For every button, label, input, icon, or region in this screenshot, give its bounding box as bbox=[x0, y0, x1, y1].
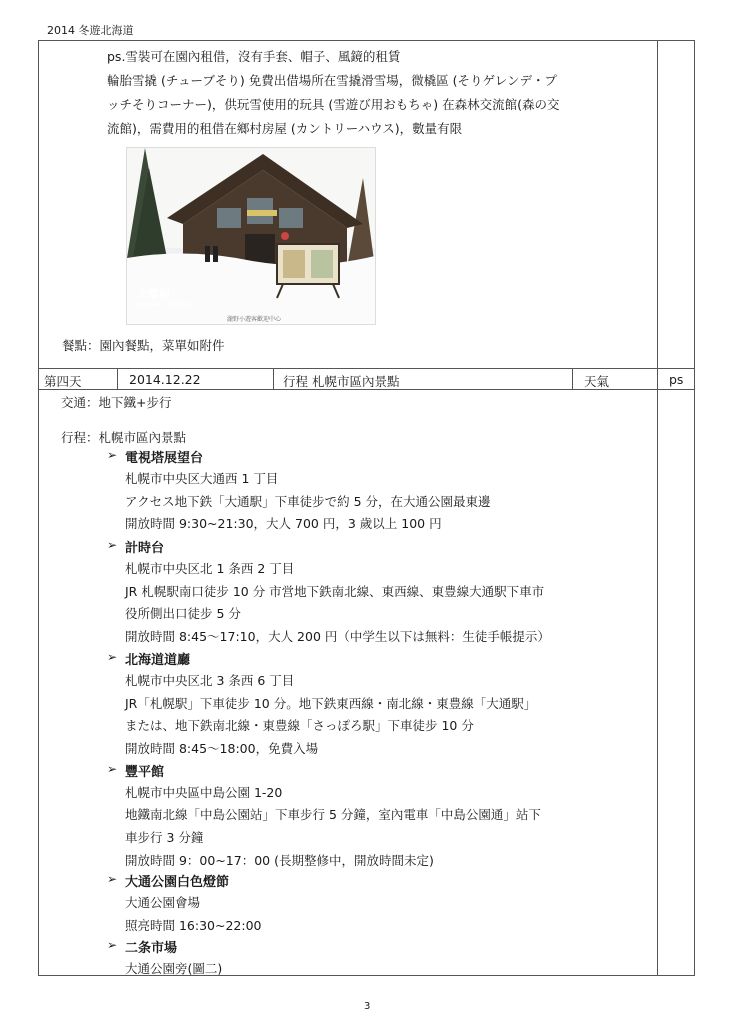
bullet-arrow-icon: ➢ bbox=[107, 448, 118, 462]
spot-title: 大通公園白色燈節 bbox=[125, 875, 230, 890]
spot-hours: 開放時間 8:45～18:00，免費入場 bbox=[125, 741, 319, 756]
weather-label: 天氣 bbox=[584, 374, 610, 389]
lodge-photo bbox=[126, 147, 376, 325]
spot-title: 北海道道廳 bbox=[125, 653, 191, 668]
meal-info: 餐點：園內餐點，菜單如附件 bbox=[62, 338, 225, 353]
spot-hours: 開放時間 9:30~21:30，大人 700 円，3 歲以上 100 円 bbox=[125, 516, 442, 531]
bullet-arrow-icon: ➢ bbox=[107, 872, 118, 886]
page-header-title: 2014 冬遊北海道 bbox=[47, 24, 134, 37]
spot-access: JR 札幌駅南口徒步 10 分 市営地下鉄南北線、東西線、東豊線大通駅下車市 bbox=[125, 584, 545, 599]
spot-address: 大通公園旁(圖二) bbox=[125, 961, 223, 976]
spot-access: 車步行 3 分鐘 bbox=[125, 830, 204, 845]
bullet-arrow-icon: ➢ bbox=[107, 650, 118, 664]
ps-note-line: ッチそりコーナー)，供玩雪使用的玩具 (雪遊び用おもちゃ) 在森林交流館(森の交 bbox=[107, 97, 560, 112]
photo-watermark-url: tailalan.com.tw bbox=[137, 300, 191, 308]
ps-column-divider bbox=[657, 41, 658, 975]
transport-info: 交通：地下鐵+步行 bbox=[61, 395, 172, 410]
spot-access: または、地下鉄南北線・東豊線「さっぽろ駅」下車徒步 10 分 bbox=[125, 718, 474, 733]
spot-access: 地鐵南北線「中島公園站」下車步行 5 分鐘，室內電車「中島公園通」站下 bbox=[125, 807, 541, 822]
spot-title: 計時台 bbox=[125, 541, 165, 556]
ps-note-line: 流館)，需費用的租借在鄉村房屋 (カントリーハウス)，數量有限 bbox=[107, 121, 463, 136]
photo-caption: 瀧野小遊客歡迎中心 bbox=[227, 316, 282, 323]
spot-title: 電視塔展望台 bbox=[125, 451, 204, 466]
ps-label: ps bbox=[669, 372, 684, 387]
spot-title: 豐平館 bbox=[125, 765, 165, 780]
day-label: 第四天 bbox=[44, 374, 82, 389]
spot-address: 札幌市中央区大通西 1 丁目 bbox=[125, 471, 279, 486]
itinerary-title: 行程 札幌市區內景點 bbox=[283, 374, 400, 389]
spot-access: JR「札幌駅」下車徒步 10 分。地下鉄東西線・南北線・東豊線「大通駅」 bbox=[125, 696, 537, 711]
spot-hours: 照亮時間 16:30~22:00 bbox=[125, 918, 262, 933]
ps-note-line: 輪胎雪撬 (チューブそり) 免費出借場所在雪撬滑雪場，微橇區 (そりゲレンデ・プ bbox=[107, 73, 557, 88]
photo-watermark: 大掌柜 bbox=[137, 288, 170, 301]
bullet-arrow-icon: ➢ bbox=[107, 762, 118, 776]
itinerary-info: 行程：札幌市區內景點 bbox=[61, 430, 187, 445]
page-number: 3 bbox=[364, 1001, 371, 1012]
spot-address: 札幌市中央区北 1 条西 2 丁目 bbox=[125, 561, 295, 576]
bullet-arrow-icon: ➢ bbox=[107, 538, 118, 552]
spot-address: 札幌市中央區中島公園 1-20 bbox=[125, 785, 283, 800]
itinerary-table bbox=[38, 40, 695, 976]
date-label: 2014.12.22 bbox=[129, 372, 201, 387]
spot-hours: 開放時間 8:45～17:10，大人 200 円（中学生以下は無料：生徒手帳提示） bbox=[125, 629, 550, 644]
spot-access: アクセス地下鉄「大通駅」下車徒步で約 5 分，在大通公園最東邊 bbox=[125, 494, 491, 509]
bullet-arrow-icon: ➢ bbox=[107, 938, 118, 952]
spot-access: 役所側出口徒步 5 分 bbox=[125, 606, 241, 621]
spot-address: 大通公園會場 bbox=[125, 895, 201, 910]
row-divider-top bbox=[39, 368, 694, 369]
ps-note: ps.雪裝可在園內租借，沒有手套、帽子、風鏡的租賃 bbox=[107, 49, 401, 64]
spot-title: 二条市場 bbox=[125, 941, 178, 956]
spot-address: 札幌市中央区北 3 条西 6 丁目 bbox=[125, 673, 295, 688]
spot-hours: 開放時間 9：00~17：00 (長期整修中，開放時間未定) bbox=[125, 853, 434, 868]
